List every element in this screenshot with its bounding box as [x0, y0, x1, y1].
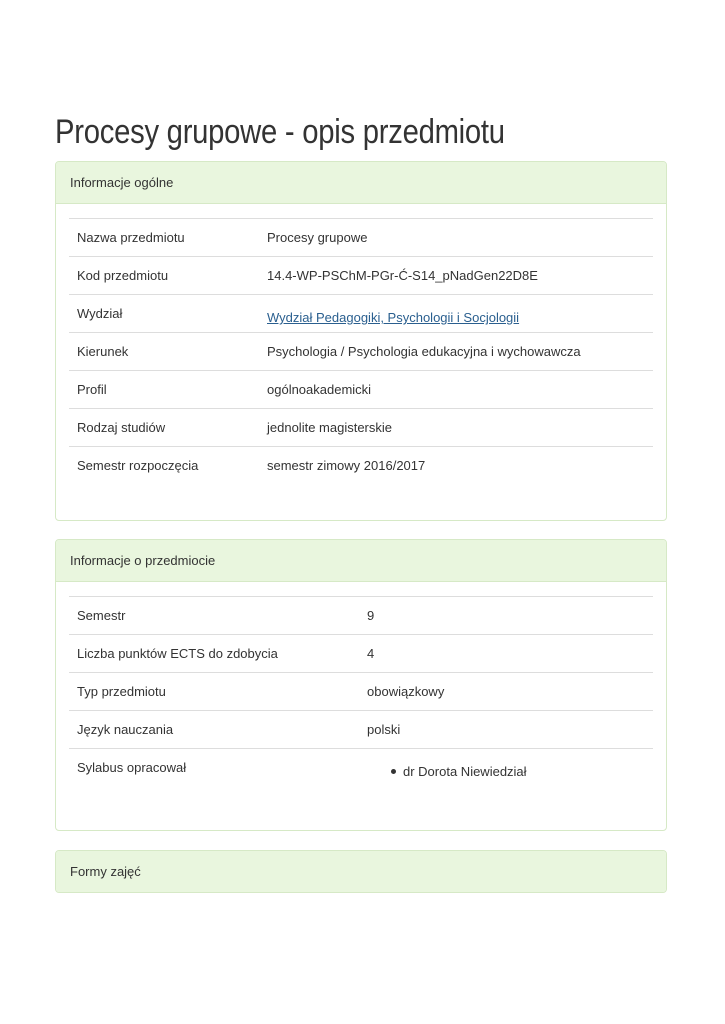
row-value-language: polski: [359, 711, 653, 749]
syllabus-author-list: [367, 764, 645, 779]
row-label-profile: Profil: [69, 371, 259, 409]
row-value-field-of-study: Psychologia / Psychologia edukacyjna i wychowawcza: [259, 333, 653, 371]
table-row: [69, 295, 653, 333]
row-label-study-type: Rodzaj studiów: [69, 409, 259, 447]
table-row: [69, 635, 653, 673]
row-label-course-type: Typ przedmiotu: [69, 673, 359, 711]
table-row: [69, 371, 653, 409]
row-label-syllabus-author: Sylabus opracował: [69, 749, 359, 787]
row-value-course-name: Procesy grupowe: [259, 219, 653, 257]
table-row: [69, 409, 653, 447]
course-info-panel: [55, 539, 667, 831]
table-row: [69, 673, 653, 711]
table-row: [69, 219, 653, 257]
table-row: [69, 597, 653, 635]
faculty-link[interactable]: Wydział Pedagogiki, Psychologii i Socjologii: [267, 310, 520, 325]
row-value-faculty: [259, 295, 653, 333]
course-info-table: [69, 596, 653, 787]
row-label-field-of-study: Kierunek: [69, 333, 259, 371]
row-value-ects: 4: [359, 635, 653, 673]
class-forms-panel: [55, 850, 667, 893]
general-info-panel: [55, 161, 667, 521]
list-item: [367, 764, 645, 779]
course-info-heading: Informacje o przedmiocie: [56, 540, 666, 582]
row-label-course-name: Nazwa przedmiotu: [69, 219, 259, 257]
row-label-faculty: Wydział: [69, 295, 259, 333]
bullet-icon: [391, 769, 396, 774]
row-value-semester: 9: [359, 597, 653, 635]
syllabus-author-name: dr Dorota Niewiedział: [403, 764, 527, 779]
row-value-profile: ogólnoakademicki: [259, 371, 653, 409]
row-label-semester: Semestr: [69, 597, 359, 635]
table-row: [69, 257, 653, 295]
row-label-ects: Liczba punktów ECTS do zdobycia: [69, 635, 359, 673]
table-row: [69, 447, 653, 485]
table-row: [69, 333, 653, 371]
course-info-body: [56, 582, 666, 787]
table-row: [69, 749, 653, 787]
row-label-start-semester: Semestr rozpoczęcia: [69, 447, 259, 485]
row-value-start-semester: semestr zimowy 2016/2017: [259, 447, 653, 485]
row-value-course-type: obowiązkowy: [359, 673, 653, 711]
row-value-course-code: 14.4-WP-PSChM-PGr-Ć-S14_pNadGen22D8E: [259, 257, 653, 295]
row-label-course-code: Kod przedmiotu: [69, 257, 259, 295]
general-info-heading: Informacje ogólne: [56, 162, 666, 204]
row-value-syllabus-author: [359, 749, 653, 787]
row-value-study-type: jednolite magisterskie: [259, 409, 653, 447]
general-info-body: [56, 204, 666, 485]
table-row: [69, 711, 653, 749]
row-label-language: Język nauczania: [69, 711, 359, 749]
page-title: Procesy grupowe - opis przedmiotu: [55, 113, 505, 151]
general-info-table: [69, 218, 653, 485]
class-forms-heading: Formy zajęć: [56, 851, 666, 892]
